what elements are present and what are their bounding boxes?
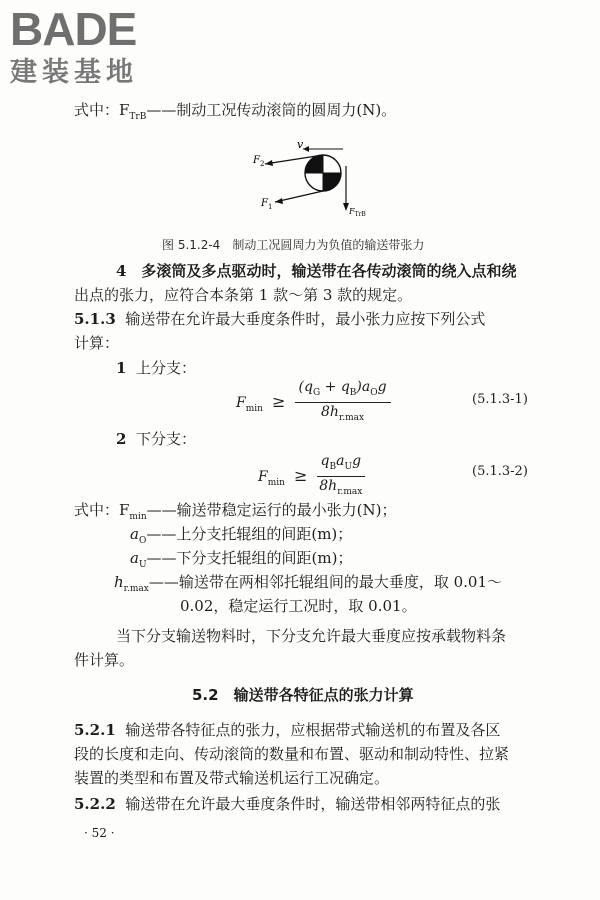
clause-5-2-1: 5.2.1 输送带各特征点的张力，应根据带式输送机的布置及各区	[74, 721, 501, 739]
lower-branch-label: 2 下分支：	[116, 430, 196, 448]
where-ftrb-line: 式中：$F_{TrB}——$制动工况传动滚筒的圆周力(N)。	[74, 101, 397, 122]
equation-5-1-3-2: $F_{min}$ ≥ $\frac{q_Ba_Ug}{8h_{r.max}}$	[258, 452, 365, 501]
clause-5-2-2: 5.2.2 输送带在允许最大垂度条件时，输送带相邻两特征点的张	[74, 795, 501, 813]
label-ftrb: $F_{TrB}$	[349, 207, 366, 218]
page-number: · 52 ·	[84, 826, 115, 840]
clause-5-1-3: 5.1.3 输送带在允许最大垂度条件时，最小张力应按下列公式	[74, 310, 486, 328]
bade-logo	[10, 3, 180, 90]
equation-number: (5.1.3-2)	[472, 464, 528, 479]
para-line: 计算：	[74, 334, 120, 352]
logo-subtitle: 建装基地	[10, 57, 138, 88]
pulley-quadrant-bottom	[323, 173, 341, 191]
logo-brand: BADE	[10, 3, 137, 55]
where-ao: $a_O——$上分支托辊组的间距(m)；	[130, 525, 353, 546]
para-line: 当下分支输送物料时，下分支允许最大垂度应按承载物料条	[116, 627, 507, 645]
para-line: 装置的类型和布置及带式输送机运行工况确定。	[74, 769, 390, 787]
f1-arrowhead	[275, 198, 283, 204]
f2-arrowhead	[265, 160, 273, 166]
para-line: 段的长度和走向、传动滚筒的数量和布置、驱动和制动特性、拉紧	[74, 745, 510, 763]
para-line: 件计算。	[74, 651, 135, 669]
equation-number: (5.1.3-1)	[472, 392, 528, 407]
braking-tension-figure	[245, 140, 385, 230]
velocity-arrowhead	[303, 146, 309, 152]
para-line: 0.02，稳定运行工况时，取 0.01。	[180, 597, 417, 615]
para-line: 4 多滚筒及多点驱动时，输送带在各传动滚筒的绕入点和绕	[116, 262, 517, 280]
para-line: 出点的张力，应符合本条第 1 款～第 3 款的规定。	[74, 286, 413, 304]
section-heading-5-2: 5.2 输送带各特征点的张力计算	[192, 686, 414, 704]
figure-caption: 图 5.1.2-4 制动工况圆周力为负值的输送带张力	[162, 238, 425, 252]
where-fmin: 式中：$F_{min}——$输送带稳定运行的最小张力(N)；	[74, 501, 397, 522]
label-f1: $F_1$	[261, 198, 273, 211]
equation-5-1-3-1: $F_{min}$ ≥ $\frac{(q_G + q_B)a_Og}{8h_{r.max}}$	[236, 378, 391, 427]
upper-branch-label: 1 上分支：	[116, 359, 196, 377]
where-au: $a_U——$下分支托辊组的间距(m)；	[130, 549, 353, 570]
label-v: v	[297, 140, 304, 151]
label-f2: $F_2$	[253, 155, 265, 168]
where-hrmax: $h_{r.max}——$输送带在两相邻托辊组间的最大垂度，取 0.01～	[114, 573, 502, 594]
